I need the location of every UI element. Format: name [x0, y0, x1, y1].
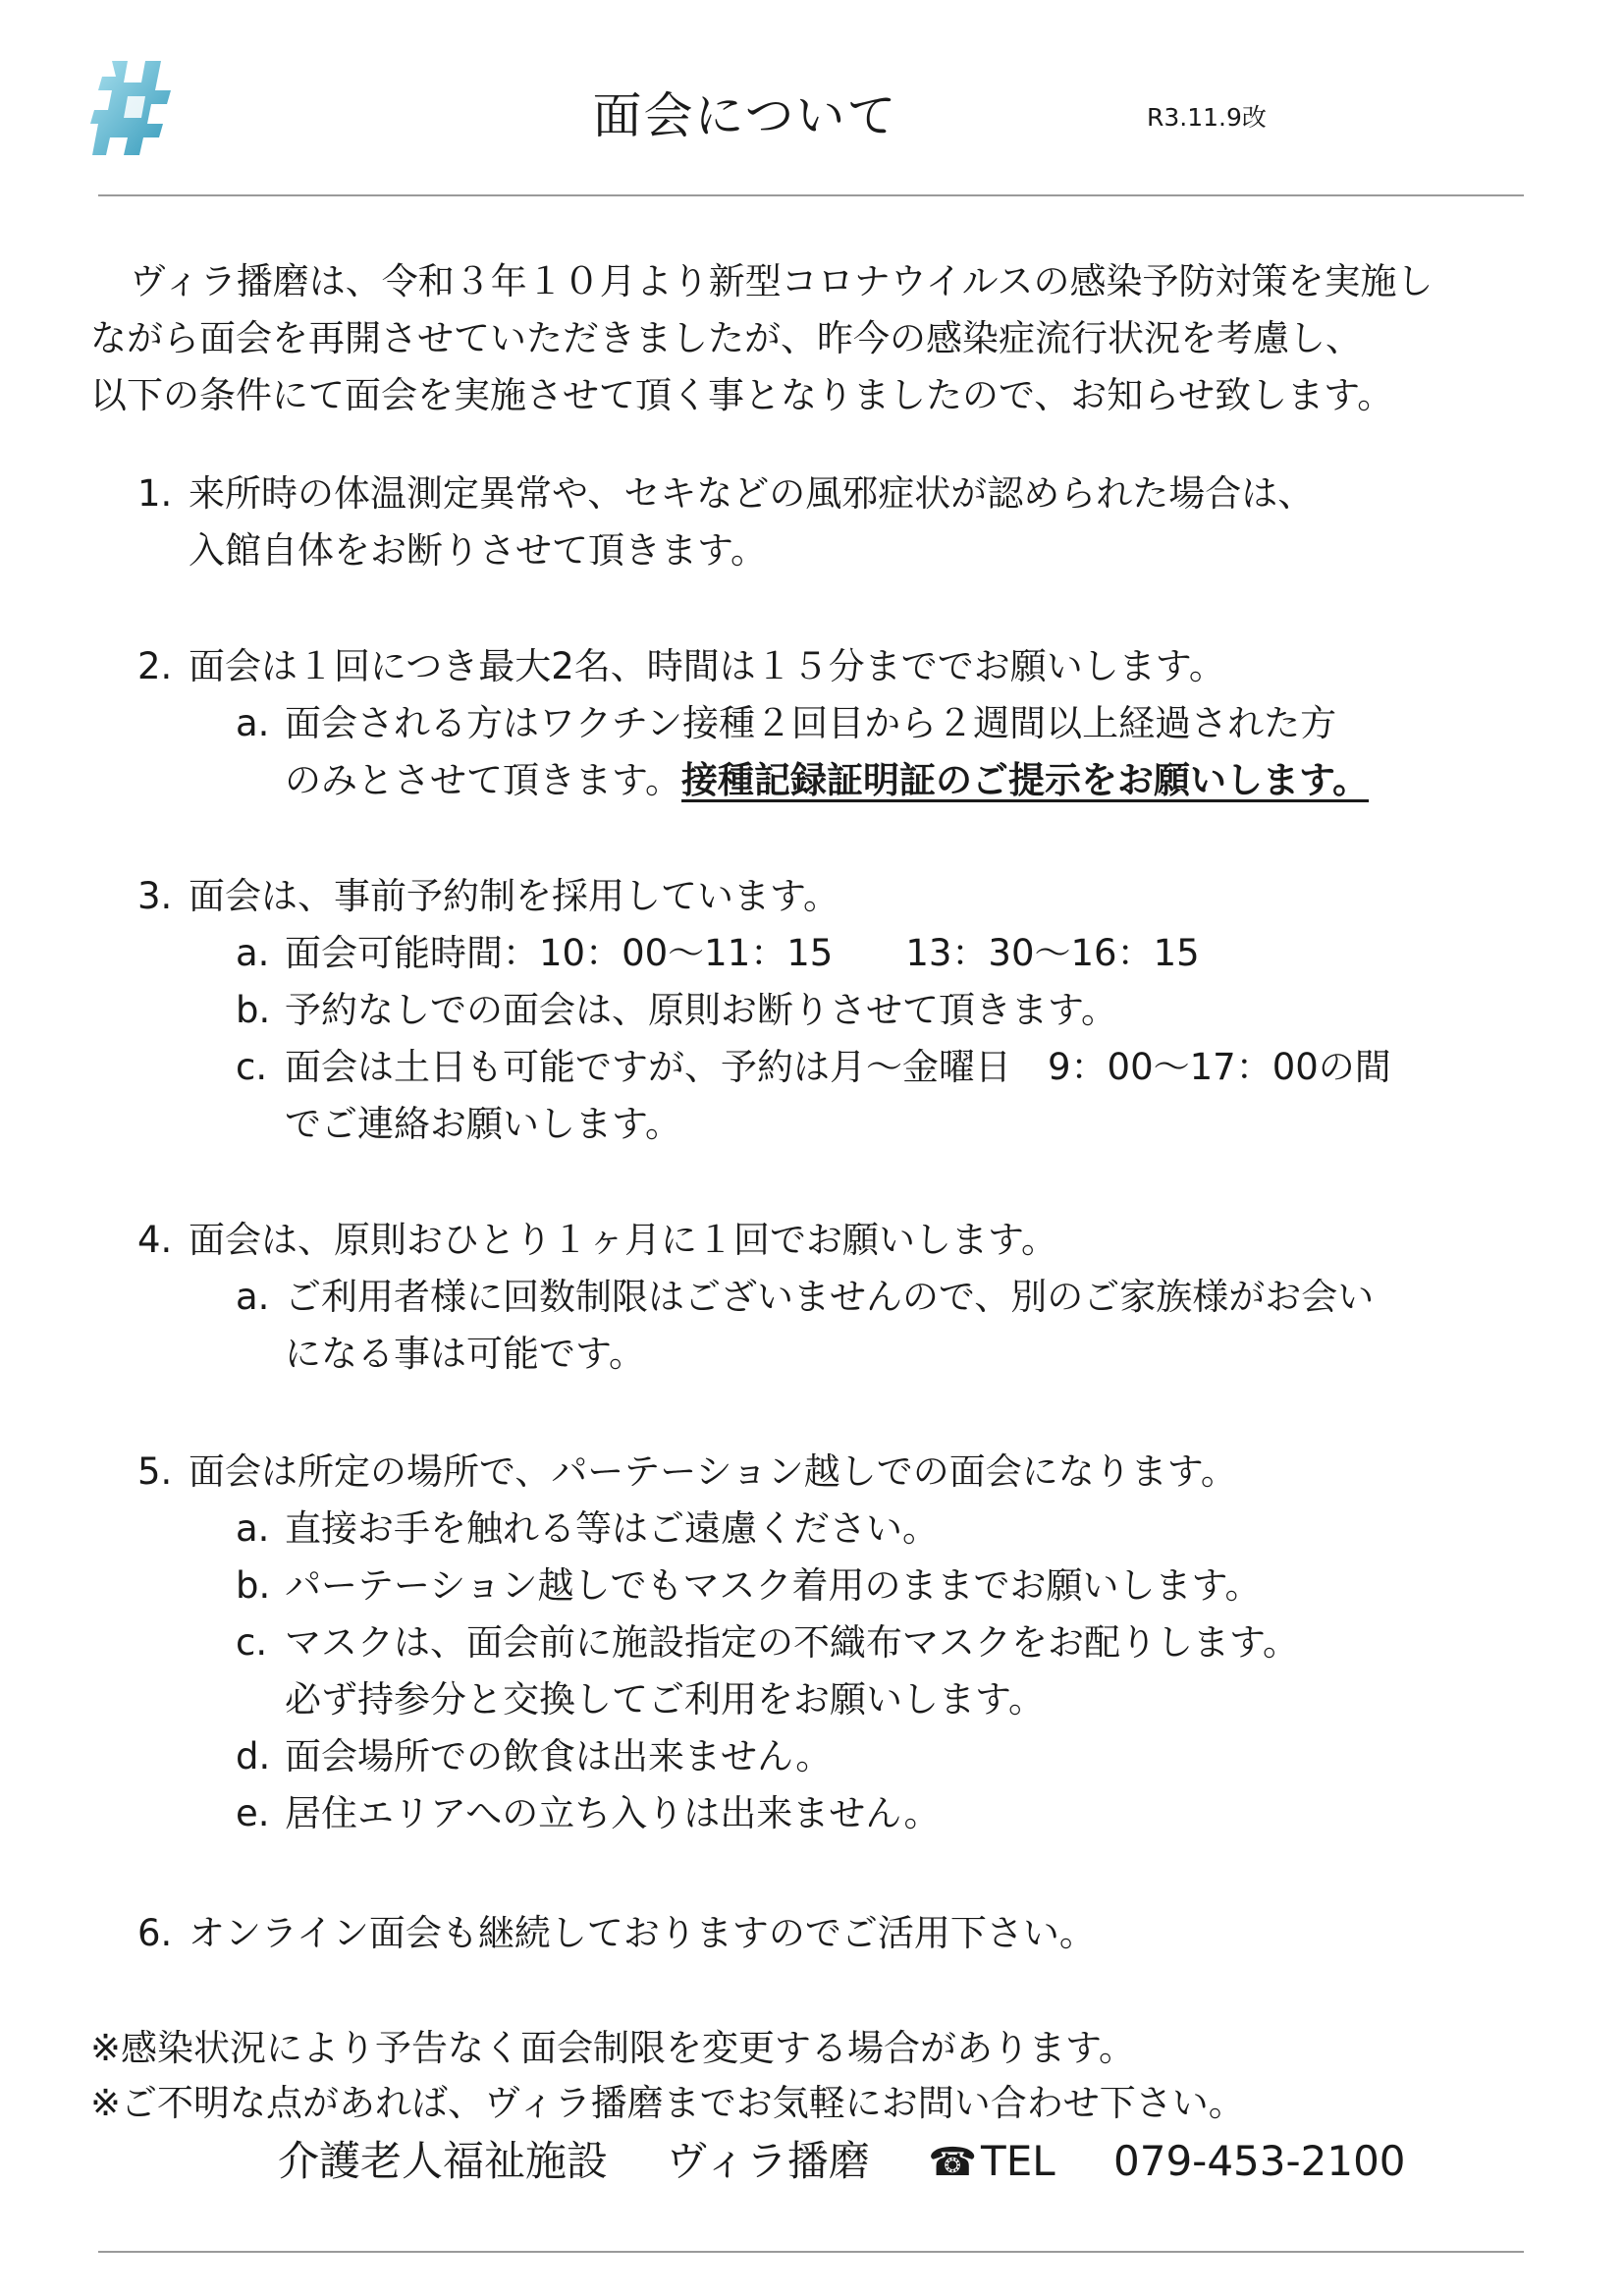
item-text: 面会は、原則おひとり１ヶ月に１回でお願いします。 [189, 1219, 1058, 1261]
sub-item-text-continued [137, 752, 1532, 809]
item-text: オンライン面会も継続しておりますのでご活用下さい。 [189, 1912, 1096, 1954]
sub-item-letter: d. [236, 1735, 271, 1777]
sub-item-text: 居住エリアへの立ち入りは出来ません。 [285, 1792, 941, 1834]
sub-item-letter: a. [236, 1276, 270, 1318]
tel-number: 079-453-2100 [1113, 2137, 1406, 2185]
facility-type: 介護老人福祉施設 [278, 2137, 609, 2185]
sub-item-letter: a. [236, 932, 270, 974]
sub-item-text: 直接お手を触れる等はご遠慮ください。 [285, 1507, 939, 1550]
sub-item-text: パーテーション越しでもマスク着用のままでお願いします。 [285, 1564, 1262, 1607]
revision-date: R3.11.9改 [1147, 103, 1267, 132]
emphasized-notice: 接種記録証明証のご提示をお願いします。 [681, 759, 1370, 801]
item-text: 来所時の体温測定異常や、セキなどの風邪症状が認められた場合は、 [189, 472, 1315, 515]
sub-item-letter: a. [236, 702, 270, 744]
sub-item-text: ご利用者様に回数制限はございませんので、別のご家族様がお会い [285, 1276, 1375, 1318]
bottom-divider [98, 2251, 1524, 2253]
sub-item-text: マスクは、面会前に施設指定の不織布マスクをお配りします。 [285, 1621, 1300, 1664]
facility-contact [278, 2129, 1451, 2188]
sub-item-text-continued: になる事は可能です。 [285, 1333, 646, 1375]
top-divider [98, 194, 1524, 196]
item-number: 4. [137, 1219, 173, 1261]
item-5 [137, 1444, 1532, 1842]
sub-item-text: 面会場所での飲食は出来ません。 [285, 1735, 833, 1777]
facility-name: ヴィラ播磨 [666, 2137, 870, 2185]
phone-icon: ☎ [928, 2140, 978, 2185]
item-4 [137, 1212, 1532, 1383]
sub-item-text: 予約なしでの面会は、原則お断りさせて頂きます。 [285, 989, 1118, 1031]
note-line: ※ご不明な点があれば、ヴィラ播磨までお気軽にお問い合わせ下さい。 [90, 2082, 1245, 2124]
sub-item-text-continued: でご連絡お願いします。 [285, 1103, 682, 1145]
sub-item-letter: b. [236, 989, 271, 1031]
sub-item-text-continued: 必ず持参分と交換してご利用をお願いします。 [285, 1678, 1046, 1721]
item-6 [137, 1905, 1532, 1962]
intro-line: ながら面会を再開させていただきましたが、昨今の感染症流行状況を考慮し、 [90, 317, 1362, 359]
sub-item-letter: a. [236, 1507, 270, 1550]
item-number: 2. [137, 645, 173, 687]
item-number: 6. [137, 1912, 173, 1954]
sub-item-text: 面会可能時間：10：00～11：15 13：30～16：15 [285, 932, 1200, 974]
sub-item-letter: e. [236, 1792, 270, 1834]
item-1 [137, 465, 1532, 579]
sub-item-letter: c. [236, 1046, 268, 1088]
sub-item-letter: c. [236, 1621, 268, 1664]
item-2 [137, 638, 1532, 809]
sub-item-text: 面会される方はワクチン接種２回目から２週間以上経過された方 [285, 702, 1337, 744]
item-text: 面会は所定の場所で、パーテーション越しでの面会になります。 [189, 1450, 1237, 1493]
intro-line: 以下の条件にて面会を実施させて頂く事となりましたので、お知らせ致します。 [90, 374, 1394, 416]
item-number: 3. [137, 875, 173, 917]
item-number: 1. [137, 472, 173, 515]
notes [90, 2021, 1245, 2131]
sub-item-continued-text: のみとさせて頂きます。 [285, 759, 682, 801]
item-text: 面会は１回につき最大2名、時間は１５分まででお願いします。 [189, 645, 1225, 687]
item-text: 面会は、事前予約制を採用しています。 [189, 875, 840, 917]
intro-paragraph [90, 253, 1534, 424]
page-title: 面会について [592, 87, 898, 144]
intro-line: ヴィラ播磨は、令和３年１０月より新型コロナウイルスの感染予防対策を実施し [130, 260, 1434, 302]
note-line: ※感染状況により予告なく面会制限を変更する場合があります。 [90, 2027, 1136, 2069]
item-3 [137, 868, 1532, 1153]
tel-label: TEL [981, 2137, 1055, 2185]
item-text-continued: 入館自体をお断りさせて頂きます。 [189, 529, 768, 572]
sub-item-text: 面会は土日も可能ですが、予約は月～金曜日 9：00～17：00の間 [285, 1046, 1391, 1088]
item-number: 5. [137, 1450, 173, 1493]
sub-item-letter: b. [236, 1564, 271, 1607]
